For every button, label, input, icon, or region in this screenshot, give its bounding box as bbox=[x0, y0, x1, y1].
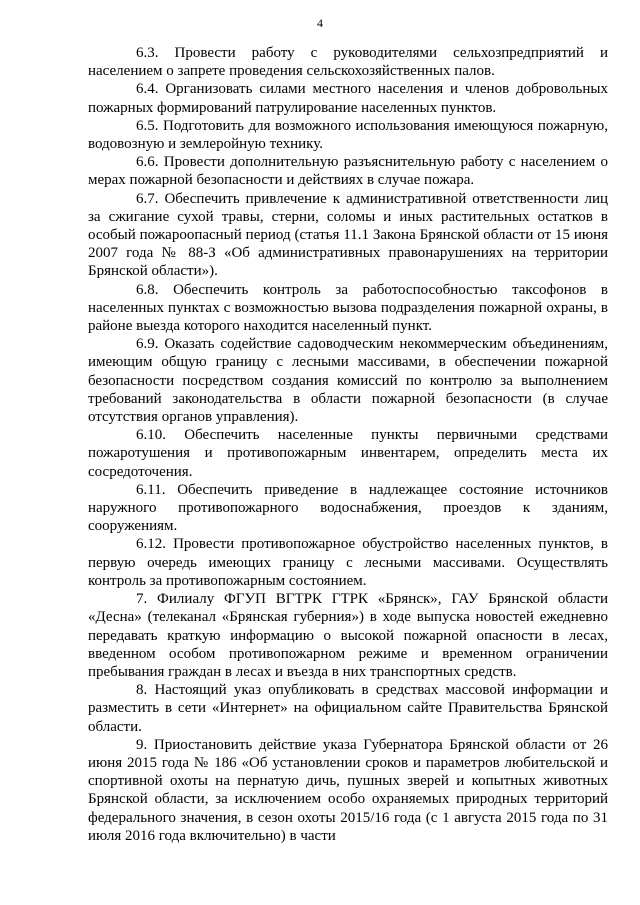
paragraph-6-9: 6.9. Оказать содействие садоводческим некоммерческим объединениям, имеющим общую границу с лесными массивами, в обеспечении пожарной безопасности посредством создания комиссий по контролю за выполнением требований законодательства в области пожарной безопасности (в случае отсутствия органов управления). bbox=[88, 336, 608, 426]
paragraph-6-11: 6.11. Обеспечить приведение в надлежащее состояние источников наружного противопожарного водоснабжения, проездов к зданиям, сооружениям. bbox=[88, 481, 608, 535]
paragraph-6-4: 6.4. Организовать силами местного населения и членов добровольных пожарных формирований патрулирование населенных пунктов. bbox=[88, 81, 608, 116]
paragraph-6-8: 6.8. Обеспечить контроль за работоспособностью таксофонов в населенных пунктах с возможностью вызова подразделения пожарной охраны, в районе выезда которого находится населенный пункт. bbox=[88, 281, 608, 335]
paragraph-9: 9. Приостановить действие указа Губернатора Брянской области от 26 июня 2015 года № 186 «Об установлении сроков и параметров любительской и спортивной охоты на пернатую дичь, пушных зверей и копытных животных Брянской области, за исключением особо охраняемых природных территорий федерального значения, в сезон охоты 2015/16 года (с 1 августа 2015 года по 31 июля 2016 года включительно) в части bbox=[88, 736, 608, 844]
paragraph-6-12: 6.12. Провести противопожарное обустройство населенных пунктов, в первую очередь имеющих границу с лесными массивами. Осуществлять контроль за противопожарным состоянием. bbox=[88, 536, 608, 589]
paragraph-6-5: 6.5. Подготовить для возможного использования имеющуюся пожарную, водовозную и землеройную технику. bbox=[88, 117, 608, 153]
paragraph-6-3: 6.3. Провести работу с руководителями сельхозпредприятий и населением о запрете проведения сельскохозяйственных палов. bbox=[88, 45, 608, 80]
paragraph-6-6: 6.6. Провести дополнительную разъяснительную работу с населением о мерах пожарной безопасности и действиях в случае пожара. bbox=[88, 154, 608, 189]
document-body bbox=[88, 44, 608, 845]
paragraph-8: 8. Настоящий указ опубликовать в средствах массовой информации и разместить в сети «Интернет» на официальном сайте Правительства Брянской области. bbox=[88, 682, 608, 735]
paragraph-6-10: 6.10. Обеспечить населенные пункты первичными средствами пожаротушения и противопожарным инвентарем, определить места их сосредоточения. bbox=[88, 427, 608, 480]
paragraph-6-7: 6.7. Обеспечить привлечение к административной ответственности лиц за сжигание сухой травы, стерни, соломы и иных растительных остатков в особый пожароопасный период (статья 11.1 Закона Брянской области от 15 июня 2007 года № 88-З «Об административных правонарушениях на территории Брянской области»). bbox=[88, 190, 608, 280]
paragraph-7: 7. Филиалу ФГУП ВГТРК ГТРК «Брянск», ГАУ Брянской области «Десна» (телеканал «Брянская губерния») в ходе выпуска новостей ежедневно передавать краткую информацию о высокой пожарной опасности в лесах, введенном особом противопожарном режиме и временном ограничении пребывания граждан в лесах и въезда в них транспортных средств. bbox=[88, 591, 608, 680]
page-number: 4 bbox=[317, 16, 323, 30]
